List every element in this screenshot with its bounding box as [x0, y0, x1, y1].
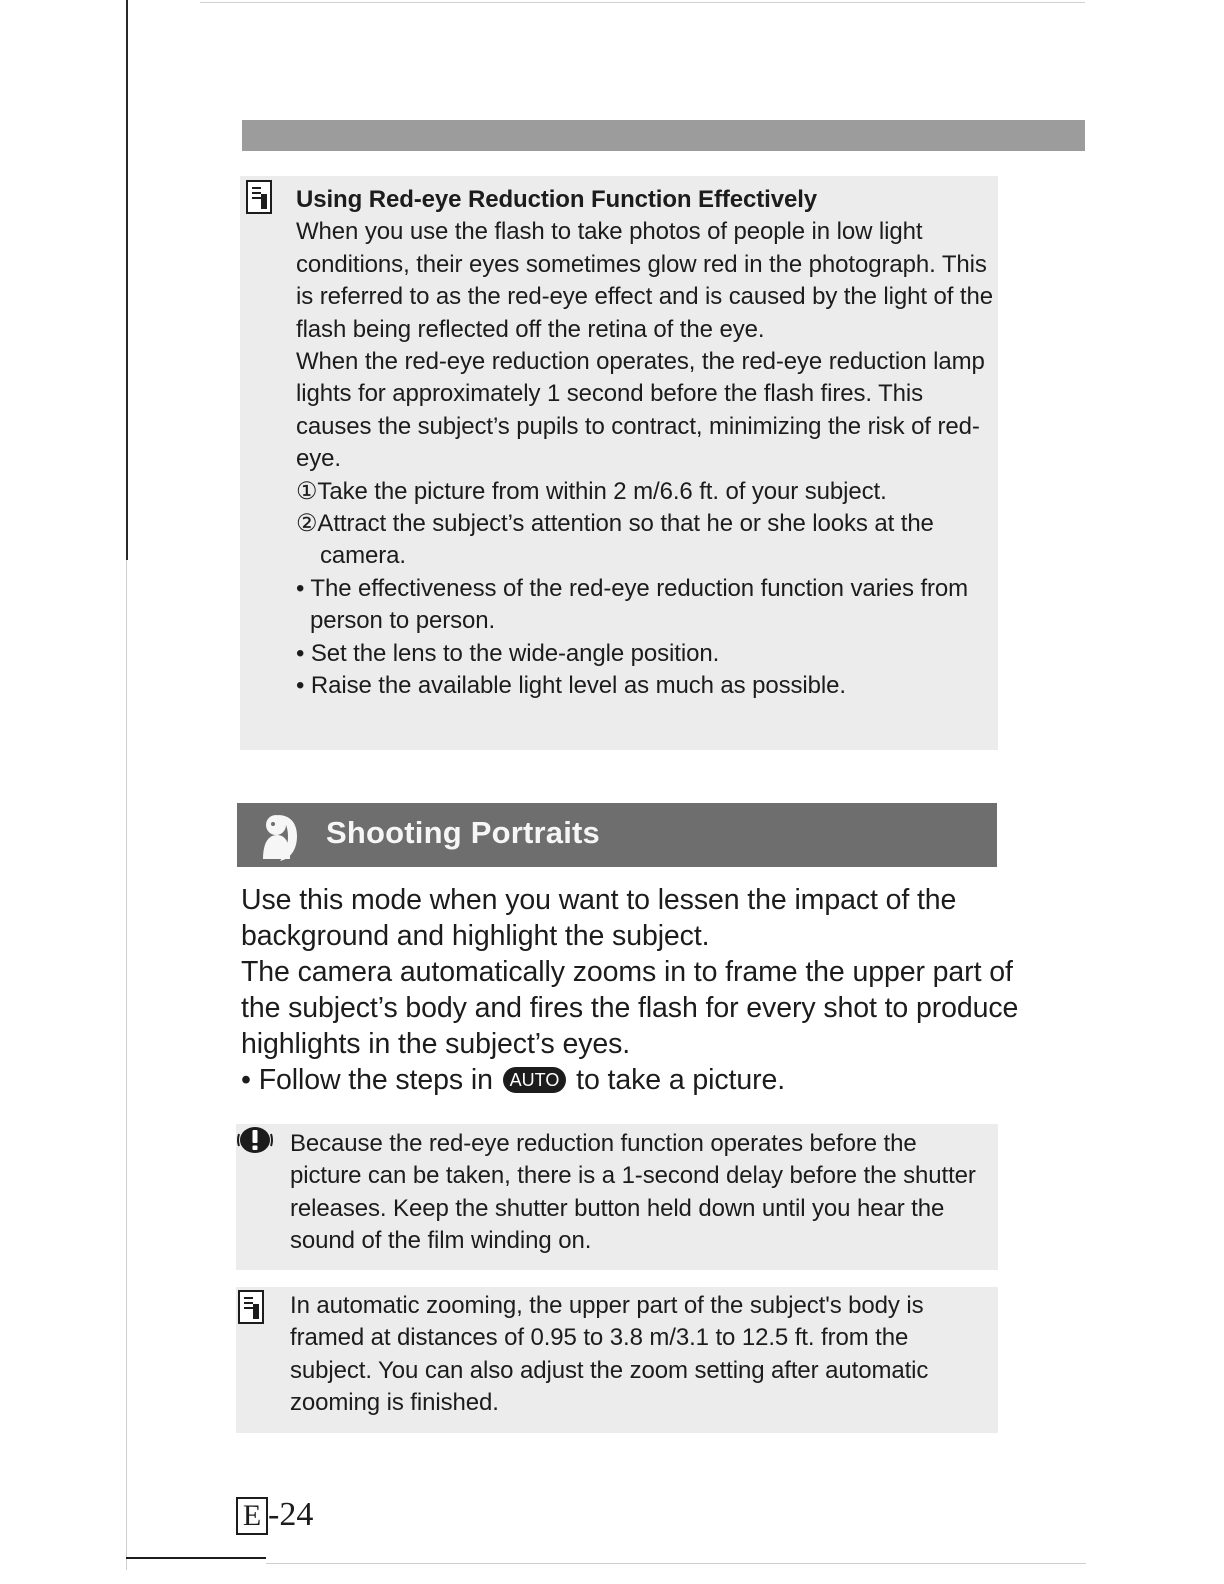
red-eye-bullet: • Set the lens to the wide-angle position. — [296, 639, 720, 667]
body-paragraph: Use this mode when you want to lessen the impact of the background and highlight the subject. — [241, 884, 957, 952]
portrait-mode-icon — [257, 809, 307, 865]
memo-icon — [238, 1290, 264, 1324]
page-number — [236, 1495, 313, 1535]
caution-note-text: Because the red-eye reduction function operates before the picture can be taken, there is a 1-second delay before the shutter releases. Keep the shutter button held down until you hear the sound of the film winding on. — [290, 1130, 976, 1255]
page-edge-line — [126, 0, 128, 560]
header-gray-bar — [242, 120, 1085, 151]
red-eye-note-title: Using Red-eye Reduction Function Effectively — [296, 186, 818, 213]
body-bullet — [241, 1062, 1021, 1098]
caution-icon — [237, 1124, 273, 1156]
red-eye-bullet: • Raise the available light level as much as possible. — [296, 672, 846, 700]
red-eye-note-paragraph: When the red-eye reduction operates, the red-eye reduction lamp lights for approximately 1 second before the flash fires. This causes the subject’s pupils to contract, minimizing the risk of red-eye. — [296, 348, 985, 473]
page-edge-line-faint — [126, 560, 127, 1570]
bullet-text: • Follow the steps in — [241, 1064, 493, 1096]
auto-mode-icon: AUTO — [503, 1067, 567, 1093]
red-eye-note — [296, 184, 996, 703]
section-title: Shooting Portraits — [326, 815, 600, 850]
page-language-letter: E — [236, 1497, 268, 1535]
bullet-text: to take a picture. — [576, 1064, 786, 1096]
bottom-rule — [126, 1557, 266, 1559]
top-rule — [200, 2, 1085, 3]
bottom-rule-faint — [266, 1563, 1086, 1564]
memo-icon — [246, 180, 272, 214]
portrait-description — [241, 882, 1021, 1098]
red-eye-bullet: • The effectiveness of the red-eye reduction function varies from person to person. — [296, 574, 969, 635]
red-eye-note-paragraph: When you use the flash to take photos of people in low light conditions, their eyes sometimes glow red in the photograph. This is referred to as the red-eye effect and is caused by the light of the flash being reflected off the retina of the eye. — [296, 218, 993, 343]
zoom-note-text: In automatic zooming, the upper part of the subject's body is framed at distances of 0.95 to 3.8 m/3.1 to 12.5 ft. from the subject. You can also adjust the zoom setting after automatic zooming is finished. — [290, 1292, 929, 1417]
body-paragraph: The camera automatically zooms in to frame the upper part of the subject’s body and fires the flash for every shot to produce highlights in the subject’s eyes. — [241, 956, 1019, 1060]
red-eye-step: ②Attract the subject’s attention so that he or she looks at the camera. — [296, 510, 934, 570]
page-number-value: -24 — [268, 1496, 314, 1533]
red-eye-step: ①Take the picture from within 2 m/6.6 ft. of your subject. — [296, 477, 887, 505]
